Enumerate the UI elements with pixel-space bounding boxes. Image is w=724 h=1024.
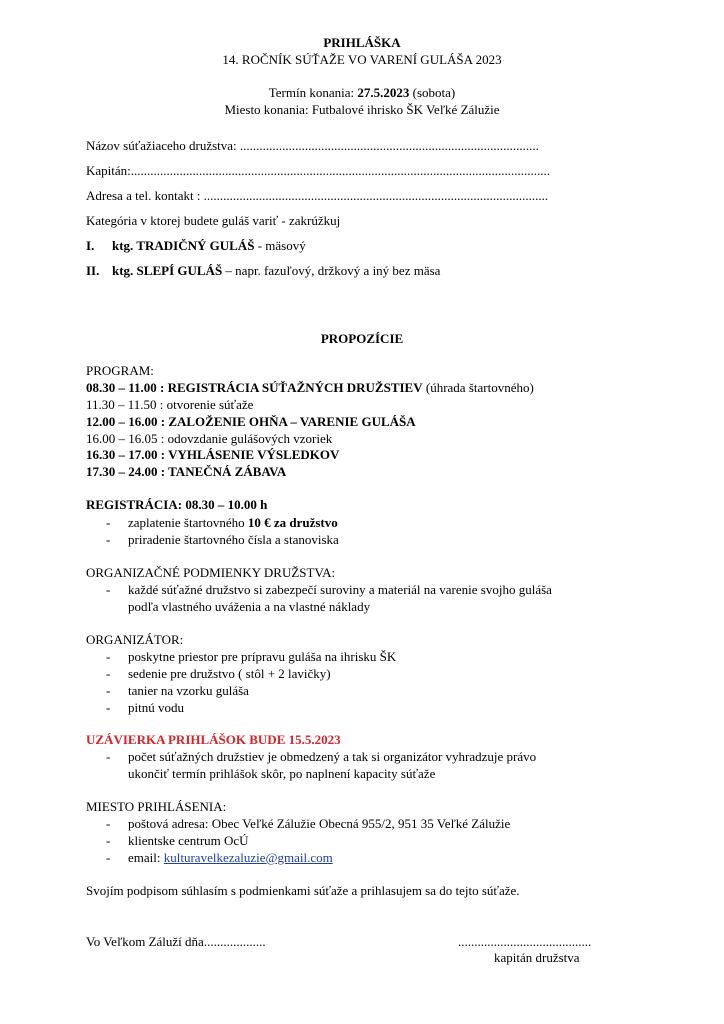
deadline-item-line2: ukončiť termín prihlášok skôr, po naplnení kapacity súťaže [128, 766, 436, 781]
bullet-dash: - [106, 649, 111, 664]
bullet-dash: - [106, 582, 111, 597]
team-name-field: Názov súťažiaceho družstva: ............................................................................................ [86, 138, 539, 153]
category-blind-name: ktg. SLEPÍ GULÁŠ [112, 263, 223, 278]
program-item-results-time: 16.30 – 17.00 [86, 447, 158, 462]
program-item-registration-bold: 08.30 – 11.00 : REGISTRÁCIA SÚŤAŽNÝCH DRUŽSTIEV [86, 380, 423, 395]
category-blind-number: II. [86, 263, 100, 278]
signature-label: kapitán družstva [494, 950, 580, 965]
category-prompt: Kategória v ktorej budete guláš variť - zakrúžkuj [86, 213, 341, 228]
registration-heading: REGISTRÁCIA: 08.30 – 10.00 h [86, 497, 268, 512]
bullet-dash: - [106, 850, 111, 865]
bullet-dash: - [106, 666, 111, 681]
category-traditional [86, 237, 306, 254]
deadline-item-line1: počet súťažných družstiev je obmedzený a tak si organizátor vyhradzuje právo [128, 749, 537, 764]
bullet-dash: - [106, 816, 111, 831]
registration-fee-text: zaplatenie štartovného [128, 515, 248, 530]
conditions-item-line1: každé súťažné družstvo si zabezpečí suroviny a materiál na varenie svojho guláša [128, 582, 552, 597]
place-date-field: Vo Veľkom Záluží dňa................... [86, 934, 266, 949]
postal-address: poštová adresa: Obec Veľké Zálužie Obecná 955/2, 951 35 Veľké Zálužie [128, 816, 511, 831]
program-item-dance: 17.30 – 24.00 : TANEČNÁ ZÁBAVA [86, 464, 287, 479]
bullet-dash: - [106, 515, 111, 530]
organizer-item-text: tanier na vzorku guláša [128, 683, 249, 698]
program-item-opening: 11.30 – 11.50 : otvorenie súťaže [86, 397, 254, 412]
propozicie-heading: PROPOZÍCIE [320, 331, 404, 346]
email-label: email: [128, 850, 164, 865]
category-blind [86, 262, 440, 279]
event-date-suffix: (sobota) [409, 85, 456, 100]
category-blind-desc: – napr. fazuľový, držkový a iný bez mäsa [222, 263, 441, 278]
event-date-line [0, 84, 724, 101]
signature-line: ......................................... [458, 934, 592, 949]
form-subtitle: 14. ROČNÍK SÚŤAŽE VO VARENÍ GULÁŠA 2023 [222, 52, 502, 67]
program-item-results [86, 446, 339, 463]
program-item-registration [86, 379, 534, 396]
event-place-line: Miesto konania: Futbalové ihrisko ŠK Veľké Zálužie [224, 102, 500, 117]
program-item-samples: 16.00 – 16.05 : odovzdanie gulášových vzoriek [86, 431, 333, 446]
address-field: Adresa a tel. kontakt : .......................................................................................................... [86, 188, 549, 203]
program-item-registration-rest: (úhrada štartovného) [422, 380, 534, 395]
email-link[interactable]: kulturavelkezaluzie@gmail.com [163, 850, 333, 865]
event-date-label: Termín konania: [268, 85, 358, 100]
registration-place-heading: MIESTO PRIHLÁSENIA: [86, 799, 227, 814]
organizer-item-text: pitnú vodu [128, 700, 184, 715]
program-item-cooking: 12.00 – 16.00 : ZALOŽENIE OHŇA – VARENIE GULÁŠA [86, 414, 416, 429]
category-traditional-desc: - mäsový [254, 238, 306, 253]
bullet-dash: - [106, 749, 111, 764]
event-date-value: 27.5.2023 [357, 85, 410, 100]
bullet-dash: - [106, 700, 111, 715]
program-item-results-rest: : VYHLÁSENIE VÝSLEDKOV [157, 447, 340, 462]
bullet-dash: - [106, 833, 111, 848]
conditions-item-line2: podľa vlastného uváženia a na vlastné náklady [128, 599, 371, 614]
organizer-item-text: poskytne priestor pre prípravu guláša na ihrisku ŠK [128, 649, 397, 664]
category-traditional-name: ktg. TRADIČNÝ GULÁŠ [112, 238, 255, 253]
bullet-dash: - [106, 683, 111, 698]
bullet-dash: - [106, 532, 111, 547]
captain-field: Kapitán:................................................................................................................................. [86, 163, 551, 178]
consent-text: Svojím podpisom súhlasím s podmienkami súťaže a prihlasujem sa do tejto súťaže. [86, 883, 520, 898]
registration-number-text: priradenie štartovného čísla a stanoviska [128, 532, 339, 547]
deadline-heading: UZÁVIERKA PRIHLÁŠOK BUDE 15.5.2023 [86, 732, 341, 747]
category-traditional-number: I. [86, 238, 95, 253]
program-label: PROGRAM: [86, 363, 154, 378]
organizer-item-text: sedenie pre družstvo ( stôl + 2 lavičky) [128, 666, 331, 681]
client-center: klientske centrum OcÚ [128, 833, 249, 848]
conditions-heading: ORGANIZAČNÉ PODMIENKY DRUŽSTVA: [86, 565, 336, 580]
registration-fee-amount: 10 € za družstvo [247, 515, 338, 530]
form-title: PRIHLÁŠKA [323, 35, 401, 50]
organizer-heading: ORGANIZÁTOR: [86, 632, 184, 647]
